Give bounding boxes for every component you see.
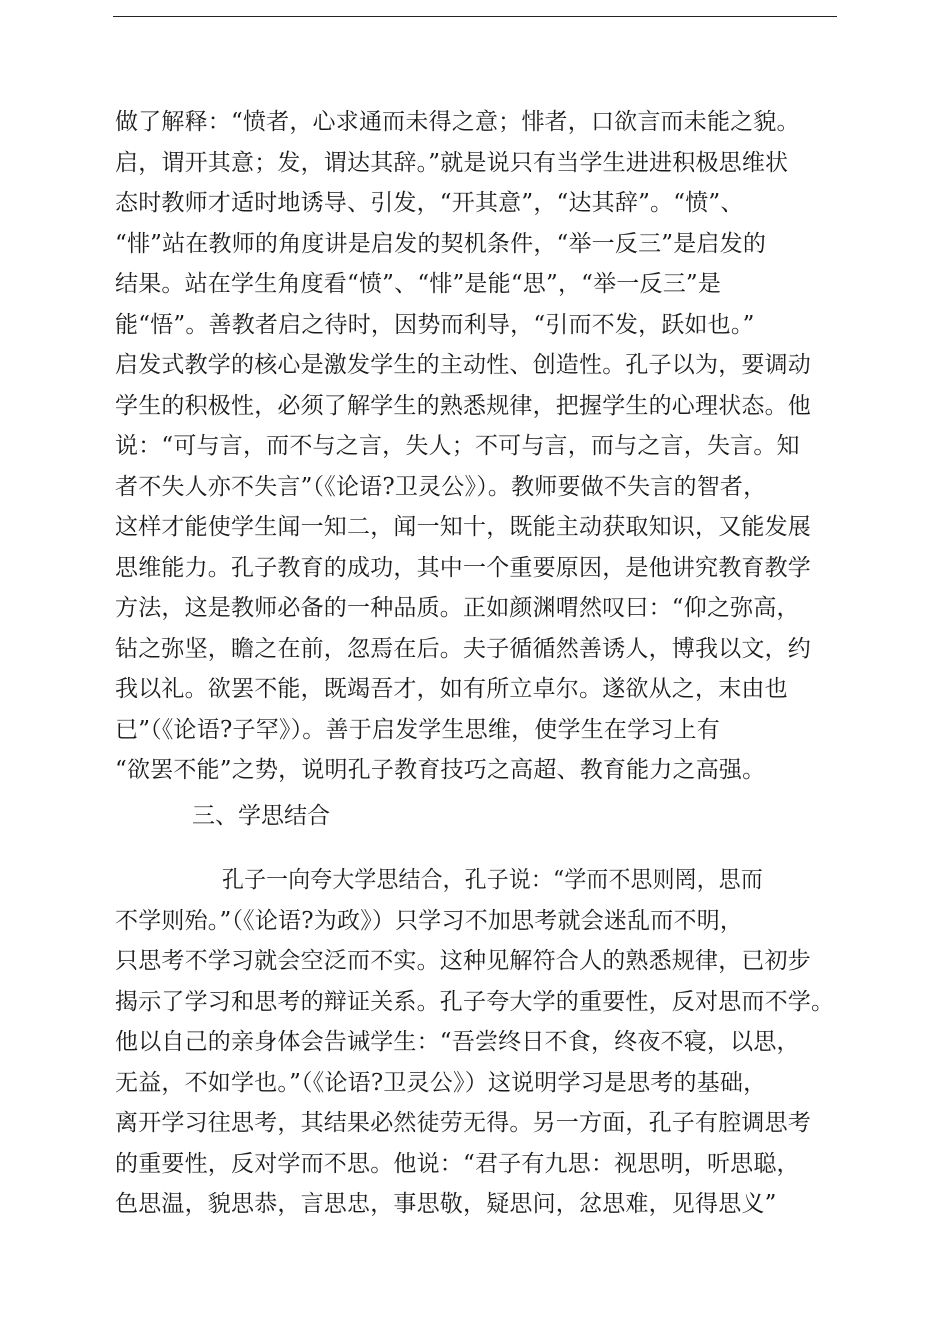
text-line: 能“悟”。善教者启之待时，因势而利导，“引而不发，跃如也。” <box>115 312 755 338</box>
text-line: 已”（《论语?子罕》）。善于启发学生思维，使学生在学习上有 <box>115 717 720 743</box>
text-line: 离开学习往思考，其结果必然徒劳无得。另一方面，孔子有腔调思考 <box>115 1110 811 1136</box>
text-line: 启，谓开其意；发，谓达其辞。”就是说只有当学生进进积极思维状 <box>115 150 789 176</box>
header-rule <box>113 16 837 17</box>
text-line: 这样才能使学生闻一知二，闻一知十，既能主动获取知识，又能发展 <box>115 514 811 540</box>
text-line: 者不失人亦不失言”（《论语?卫灵公》）。教师要做不失言的智者， <box>115 474 767 500</box>
text-line: 结果。站在学生角度看“愤”、“悱”是能“思”，“举一反三”是 <box>115 271 722 297</box>
text-line: 做了解释：“愤者，心求通而未得之意；悱者，口欲言而未能之貌。 <box>115 109 800 135</box>
text-line: 钻之弥坚，瞻之在前，忽焉在后。夫子循循然善诱人，博我以文，约 <box>115 636 811 662</box>
text-line: 启发式教学的核心是激发学生的主动性、创造性。孔子以为，要调动 <box>115 352 811 378</box>
text-line: 方法，这是教师必备的一种品质。正如颜渊喟然叹曰：“仰之弥高， <box>115 595 800 621</box>
text-line: 的重要性，反对学而不思。他说：“君子有九思：视思明，听思聪， <box>115 1151 800 1177</box>
text-line: “悱”站在教师的角度讲是启发的契机条件，“举一反三”是启发的 <box>115 231 767 257</box>
text-line: 孔子一向夸大学思结合，孔子说：“学而不思则罔，思而 <box>222 867 763 893</box>
text-line: 色思温，貌思恭，言思忠，事思敬，疑思问，忿思难，见得思义” <box>115 1191 777 1217</box>
text-line: 态时教师才适时地诱导、引发，“开其意”，“达其辞”。“愤”、 <box>115 190 744 216</box>
text-line: 我以礼。欲罢不能，既竭吾才，如有所立卓尔。遂欲从之，末由也 <box>115 676 788 702</box>
text-line: 学生的积极性，必须了解学生的熟悉规律，把握学生的心理状态。他 <box>115 393 811 419</box>
text-line: 揭示了学习和思考的辩证关系。孔子夸大学的重要性，反对思而不学。 <box>115 989 835 1015</box>
text-line: 思维能力。孔子教育的成功，其中一个重要原因，是他讲究教育教学 <box>115 555 811 581</box>
text-line: 说：“可与言，而不与之言，失人；不可与言，而与之言，失言。知 <box>115 433 800 459</box>
text-line: 不学则殆。”（《论语?为政》）只学习不加思考就会迷乱而不明， <box>115 908 744 934</box>
section-heading: 三、学思结合 <box>192 803 330 829</box>
text-line: “欲罢不能”之势，说明孔子教育技巧之高超、教育能力之高强。 <box>115 757 766 783</box>
text-line: 无益，不如学也。”（《论语?卫灵公》）这说明学习是思考的基础， <box>115 1070 767 1096</box>
text-line: 只思考不学习就会空泛而不实。这种见解符合人的熟悉规律，已初步 <box>115 948 811 974</box>
text-line: 他以自己的亲身体会告诫学生：“吾尝终日不食，终夜不寝，以思， <box>115 1029 800 1055</box>
